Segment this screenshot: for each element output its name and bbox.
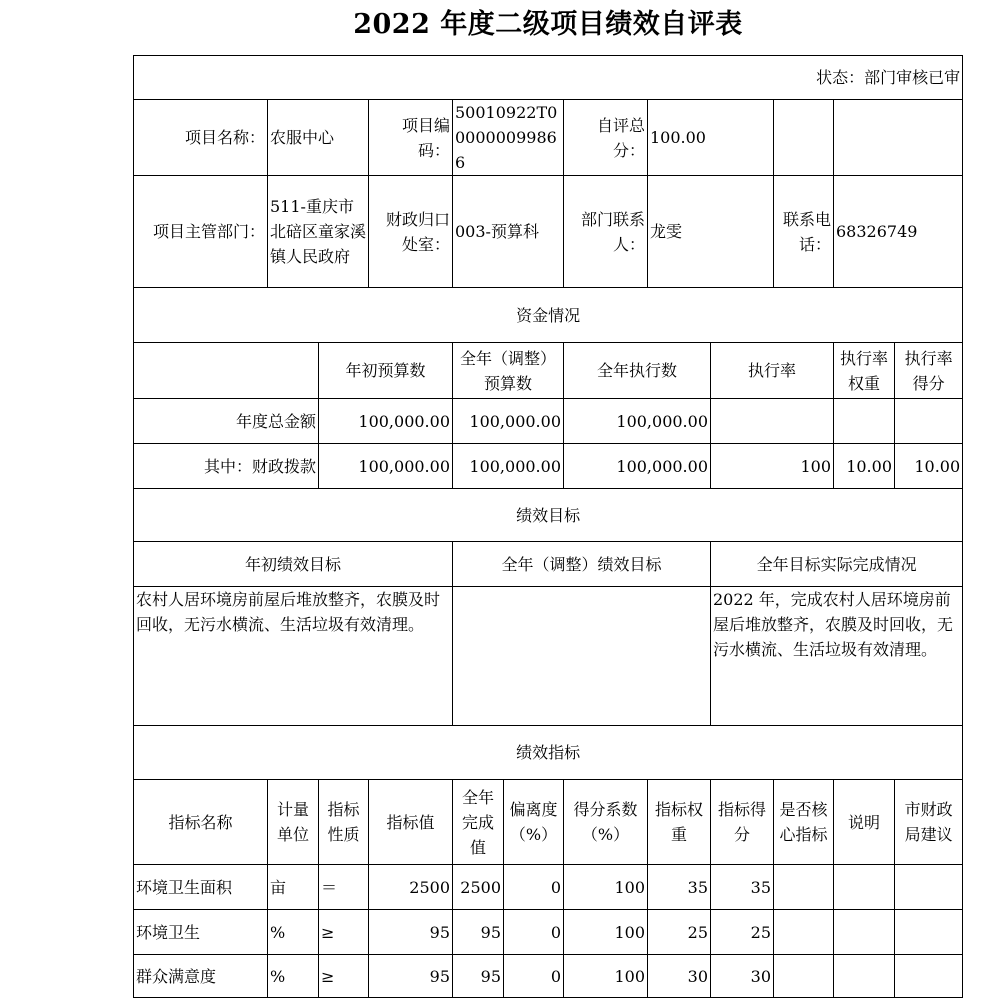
- indicator-unit: %: [268, 910, 319, 955]
- performance-evaluation-table: [133, 55, 963, 998]
- funds-header: 年初预算数: [319, 343, 453, 399]
- indicator-name: 环境卫生面积: [134, 865, 268, 910]
- funds-header: 执行率权重: [834, 343, 895, 399]
- indicator-header: 指标值: [369, 780, 453, 865]
- funds-section-title: 资金情况: [134, 288, 963, 343]
- funds-row-label: 其中：财政拨款: [134, 444, 319, 489]
- indicator-header: 市财政局建议: [895, 780, 963, 865]
- indicator-nature: ＝: [319, 865, 369, 910]
- indicator-unit: 亩: [268, 865, 319, 910]
- indicator-advice: [895, 865, 963, 910]
- funds-header: 执行率得分: [895, 343, 963, 399]
- indicator-header: 指标性质: [319, 780, 369, 865]
- indicator-name: 群众满意度: [134, 955, 268, 998]
- empty-cell: [834, 100, 963, 176]
- indicator-target: 95: [369, 955, 453, 998]
- indicator-target: 95: [369, 910, 453, 955]
- indicator-header: 全年完成值: [453, 780, 504, 865]
- funds-budget: 100,000.00: [319, 399, 453, 444]
- goals-section-title: 绩效目标: [134, 489, 963, 542]
- indicator-row: [134, 910, 963, 955]
- funds-row: [134, 444, 963, 489]
- project-name-value: 农服中心: [268, 100, 369, 176]
- indicator-header: 指标得分: [711, 780, 774, 865]
- indicator-weight: 25: [648, 910, 711, 955]
- funds-score: [895, 399, 963, 444]
- indicator-coef: 100: [564, 865, 648, 910]
- funds-row-label: 年度总金额: [134, 399, 319, 444]
- indicator-unit: %: [268, 955, 319, 998]
- funds-adjusted: 100,000.00: [453, 399, 564, 444]
- funds-header: 全年执行数: [564, 343, 711, 399]
- indicator-deviation: 0: [504, 910, 564, 955]
- indicators-section-title: 绩效指标: [134, 726, 963, 780]
- project-code-label: 项目编码：: [369, 100, 453, 176]
- indicator-nature: ≥: [319, 955, 369, 998]
- indicator-score: 35: [711, 865, 774, 910]
- project-name-label: 项目名称：: [134, 100, 268, 176]
- adjusted-goal-text: [453, 587, 711, 726]
- funds-executed: 100,000.00: [564, 399, 711, 444]
- indicator-coef: 100: [564, 955, 648, 998]
- indicator-completed: 95: [453, 955, 504, 998]
- indicator-header: 指标名称: [134, 780, 268, 865]
- phone-value: 68326749: [834, 176, 963, 288]
- funds-score: 10.00: [895, 444, 963, 489]
- indicator-deviation: 0: [504, 865, 564, 910]
- phone-label: 联系电话：: [774, 176, 834, 288]
- finance-office-value: 003-预算科: [453, 176, 564, 288]
- funds-rate: 100: [711, 444, 834, 489]
- indicator-coef: 100: [564, 910, 648, 955]
- indicator-row: [134, 865, 963, 910]
- contact-label: 部门联系人：: [564, 176, 648, 288]
- indicator-header: 是否核心指标: [774, 780, 834, 865]
- indicator-completed: 2500: [453, 865, 504, 910]
- indicator-core: [774, 955, 834, 998]
- status-text: 状态：部门审核已审: [134, 56, 963, 100]
- finance-office-label: 财政归口处室：: [369, 176, 453, 288]
- indicator-header: 计量单位: [268, 780, 319, 865]
- indicator-header: 指标权重: [648, 780, 711, 865]
- indicator-header: 得分系数（%）: [564, 780, 648, 865]
- actual-completion-text: 2022 年，完成农村人居环境房前屋后堆放整齐，农膜及时回收，无污水横流、生活垃圾有效清理。: [711, 587, 963, 726]
- indicator-note: [834, 955, 895, 998]
- funds-adjusted: 100,000.00: [453, 444, 564, 489]
- page-title: 2022 年度二级项目绩效自评表: [353, 9, 743, 40]
- funds-rate: [711, 399, 834, 444]
- indicator-completed: 95: [453, 910, 504, 955]
- empty-cell: [134, 343, 319, 399]
- indicator-header: 说明: [834, 780, 895, 865]
- empty-cell: [774, 100, 834, 176]
- funds-header: 执行率: [711, 343, 834, 399]
- funds-row: [134, 399, 963, 444]
- initial-goal-text: 农村人居环境房前屋后堆放整齐，农膜及时回收，无污水横流、生活垃圾有效清理。: [134, 587, 453, 726]
- indicator-advice: [895, 910, 963, 955]
- self-score-value: 100.00: [648, 100, 774, 176]
- indicator-note: [834, 865, 895, 910]
- funds-executed: 100,000.00: [564, 444, 711, 489]
- indicator-name: 环境卫生: [134, 910, 268, 955]
- indicator-deviation: 0: [504, 955, 564, 998]
- indicator-header: 偏离度（%）: [504, 780, 564, 865]
- indicator-score: 30: [711, 955, 774, 998]
- indicator-nature: ≥: [319, 910, 369, 955]
- dept-label: 项目主管部门：: [134, 176, 268, 288]
- indicator-core: [774, 865, 834, 910]
- contact-value: 龙雯: [648, 176, 774, 288]
- goals-header: 全年（调整）绩效目标: [453, 542, 711, 587]
- indicator-weight: 30: [648, 955, 711, 998]
- self-score-label: 自评总分：: [564, 100, 648, 176]
- funds-budget: 100,000.00: [319, 444, 453, 489]
- indicator-advice: [895, 955, 963, 998]
- indicator-score: 25: [711, 910, 774, 955]
- goals-header: 年初绩效目标: [134, 542, 453, 587]
- funds-header: 全年（调整）预算数: [453, 343, 564, 399]
- indicator-note: [834, 910, 895, 955]
- funds-weight: 10.00: [834, 444, 895, 489]
- funds-weight: [834, 399, 895, 444]
- indicator-core: [774, 910, 834, 955]
- dept-value: 511-重庆市北碚区童家溪镇人民政府: [268, 176, 369, 288]
- project-code-value: 50010922T000000099866: [453, 100, 564, 176]
- indicator-weight: 35: [648, 865, 711, 910]
- indicator-row: [134, 955, 963, 998]
- indicator-target: 2500: [369, 865, 453, 910]
- goals-header: 全年目标实际完成情况: [711, 542, 963, 587]
